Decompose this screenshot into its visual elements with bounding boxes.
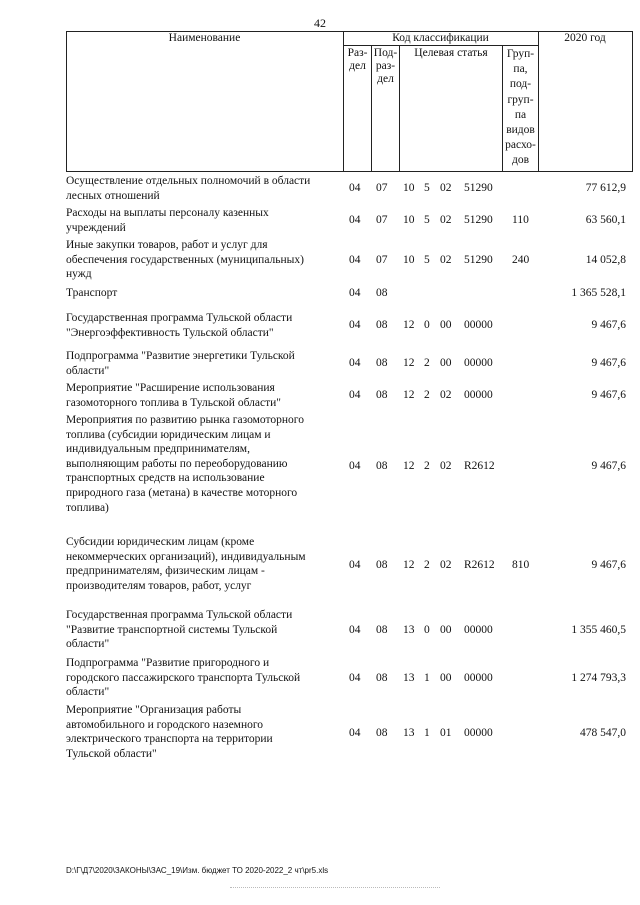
row-cs4: 51290 [464,254,493,266]
row-cs3: 00 [440,624,452,636]
row-name: Мероприятия по развитию рынка газомоторного топлива (субсидии юридическим лицам и индивидуальным предпринимателям, выполняющим работы по переоборудованию транспортных средств на использование природного газа (метана) в качестве моторного топлива) [66,414,304,514]
row-cs2: 5 [424,254,430,266]
scan-artifact [230,887,440,889]
header-section: Раз- дел [347,47,368,72]
page-number: 42 [314,16,326,30]
header-expense-group: Груп- па, под- груп- па видов расхо- дов [505,48,536,167]
row-cs2: 2 [424,357,430,369]
row-cs1: 10 [403,182,415,194]
row-cs1: 12 [403,319,415,331]
row-cs3: 01 [440,727,452,739]
row-cs3: 02 [440,214,452,226]
row-cs1: 13 [403,727,415,739]
row-cs3: 02 [440,389,452,401]
row-cs1: 12 [403,357,415,369]
header-year: 2020 год [564,32,606,44]
row-cs1: 12 [403,559,415,571]
row-amount: 77 612,9 [585,182,626,194]
row-name: Мероприятие "Организация работы автомобильного и городского наземного электрического транспорта на территории Тульской области" [66,704,273,760]
row-cs2: 2 [424,559,430,571]
row-razdel: 04 [349,319,361,331]
row-razdel: 04 [349,214,361,226]
row-cs4: 00000 [464,319,493,331]
row-amount: 9 467,6 [591,460,626,472]
row-razdel: 04 [349,672,361,684]
row-razdel: 04 [349,287,361,299]
row-cs4: 00000 [464,672,493,684]
row-cs3: 02 [440,460,452,472]
row-cs4: 51290 [464,182,493,194]
row-amount: 9 467,6 [591,389,626,401]
footer-file-path: D:\Г\Д7\2020\ЗАКОНЫ\ЗАС_19\Изм. бюджет ТО 2020-2022_2 чт\pr5.xls [66,866,329,875]
row-cs3: 02 [440,182,452,194]
row-amount: 9 467,6 [591,559,626,571]
header-classification-code: Код классификации [392,32,489,44]
header-subsection: Под- раз- дел [373,47,398,85]
row-cs3: 00 [440,319,452,331]
header-name: Наименование [168,32,241,44]
row-razdel: 04 [349,357,361,369]
row-cs2: 2 [424,389,430,401]
row-cs3: 00 [440,672,452,684]
row-amount: 14 052,8 [585,254,626,266]
row-cs3: 00 [440,357,452,369]
row-cs1: 10 [403,254,415,266]
row-razdel: 04 [349,460,361,472]
row-cs4: 00000 [464,727,493,739]
row-podrazdel: 08 [376,389,388,401]
row-cs2: 0 [424,319,430,331]
row-podrazdel: 07 [376,254,388,266]
row-name: Транспорт [66,287,118,299]
row-vr: 810 [512,559,530,571]
row-podrazdel: 08 [376,460,388,472]
row-razdel: 04 [349,559,361,571]
row-amount: 1 365 528,1 [571,287,626,299]
row-cs2: 5 [424,214,430,226]
row-cs1: 13 [403,672,415,684]
row-cs3: 02 [440,559,452,571]
row-vr: 110 [512,214,529,226]
row-name: Расходы на выплаты персоналу казенных учреждений [66,207,269,234]
row-razdel: 04 [349,182,361,194]
row-cs4: R2612 [464,559,495,571]
row-cs4: 00000 [464,624,493,636]
row-name: Иные закупки товаров, работ и услуг для обеспечения государственных (муниципальных) нужд [66,239,304,281]
row-vr: 240 [512,254,530,266]
row-amount: 1 274 793,3 [571,672,626,684]
row-amount: 63 560,1 [585,214,626,226]
row-amount: 1 355 460,5 [571,624,626,636]
row-cs2: 1 [424,727,430,739]
row-name: Субсидии юридическим лицам (кроме некоммерческих организаций), индивидуальным предпринимателям, физическим лицам - производителям товаров, работ, услуг [66,536,306,592]
row-cs2: 5 [424,182,430,194]
row-cs4: 00000 [464,357,493,369]
row-cs1: 13 [403,624,415,636]
row-cs2: 2 [424,460,430,472]
row-cs4: 51290 [464,214,493,226]
row-podrazdel: 08 [376,559,388,571]
row-cs1: 12 [403,460,415,472]
row-name: Подпрограмма "Развитие энергетики Тульской области" [66,350,295,377]
row-podrazdel: 08 [376,624,388,636]
row-name: Мероприятие "Расширение использования газомоторного топлива в Тульской области" [66,382,281,409]
row-podrazdel: 07 [376,214,388,226]
row-razdel: 04 [349,254,361,266]
row-cs2: 1 [424,672,430,684]
row-podrazdel: 08 [376,319,388,331]
row-razdel: 04 [349,389,361,401]
row-amount: 9 467,6 [591,319,626,331]
row-razdel: 04 [349,624,361,636]
row-razdel: 04 [349,727,361,739]
row-podrazdel: 08 [376,357,388,369]
row-amount: 9 467,6 [591,357,626,369]
row-name: Государственная программа Тульской области "Развитие транспортной системы Тульской области" [66,609,293,651]
row-cs4: 00000 [464,389,493,401]
row-podrazdel: 08 [376,287,388,299]
row-cs2: 0 [424,624,430,636]
row-cs4: R2612 [464,460,495,472]
row-podrazdel: 08 [376,672,388,684]
row-cs1: 12 [403,389,415,401]
row-name: Осуществление отдельных полномочий в области лесных отношений [66,175,311,202]
row-amount: 478 547,0 [580,727,626,739]
row-cs1: 10 [403,214,415,226]
header-target-article: Целевая статья [414,47,488,59]
row-podrazdel: 07 [376,182,388,194]
row-podrazdel: 08 [376,727,388,739]
row-cs3: 02 [440,254,452,266]
row-name: Государственная программа Тульской области "Энергоэффективность Тульской области" [66,312,293,339]
row-name: Подпрограмма "Развитие пригородного и городского пассажирского транспорта Тульской области" [66,657,301,699]
